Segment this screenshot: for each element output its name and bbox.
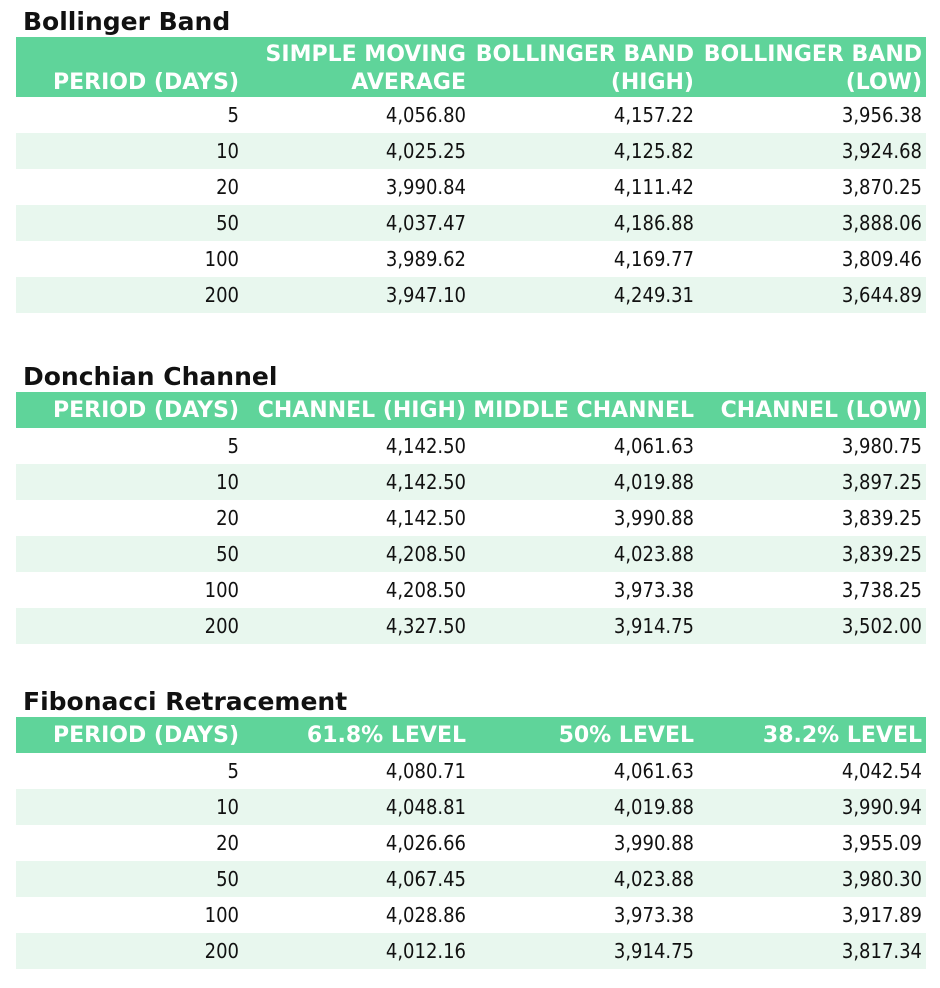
table-row — [16, 861, 926, 897]
value-cell: 3,914.75 — [470, 933, 698, 969]
value-cell: 3,980.30 — [698, 861, 926, 897]
value-cell: 4,056.80 — [243, 97, 470, 133]
table-row — [16, 205, 926, 241]
period-cell: 200 — [16, 933, 243, 969]
fibonacci-table — [16, 717, 926, 969]
value-cell: 4,111.42 — [470, 169, 698, 205]
period-cell: 5 — [16, 428, 243, 464]
value-cell: 4,080.71 — [243, 753, 470, 789]
value-cell: 4,169.77 — [470, 241, 698, 277]
donchian-title: Donchian Channel — [23, 362, 278, 391]
fibonacci-header — [16, 717, 926, 753]
value-cell: 3,644.89 — [698, 277, 926, 313]
table-row — [16, 572, 926, 608]
bollinger-section — [16, 7, 926, 313]
period-cell: 50 — [16, 205, 243, 241]
value-cell: 4,019.88 — [470, 789, 698, 825]
value-cell: 4,012.16 — [243, 933, 470, 969]
period-cell: 200 — [16, 608, 243, 644]
table-row — [16, 536, 926, 572]
value-cell: 3,924.68 — [698, 133, 926, 169]
donchian-section — [16, 362, 926, 644]
header-channel-low: CHANNEL (LOW) — [698, 392, 926, 428]
value-cell: 4,048.81 — [243, 789, 470, 825]
value-cell: 3,817.34 — [698, 933, 926, 969]
table-row — [16, 753, 926, 789]
period-cell: 20 — [16, 169, 243, 205]
donchian-body — [16, 428, 926, 644]
header-middle-channel: MIDDLE CHANNEL — [470, 392, 698, 428]
value-cell: 3,914.75 — [470, 608, 698, 644]
value-cell: 3,738.25 — [698, 572, 926, 608]
value-cell: 3,980.75 — [698, 428, 926, 464]
header-band-low: BOLLINGER BAND (LOW) — [698, 37, 926, 97]
period-cell: 100 — [16, 241, 243, 277]
table-row — [16, 897, 926, 933]
header-sma: SIMPLE MOVING AVERAGE — [243, 37, 470, 97]
value-cell: 4,025.25 — [243, 133, 470, 169]
header-level-50: 50% LEVEL — [470, 717, 698, 753]
table-row — [16, 608, 926, 644]
value-cell: 3,809.46 — [698, 241, 926, 277]
table-row — [16, 825, 926, 861]
value-cell: 4,023.88 — [470, 536, 698, 572]
period-cell: 50 — [16, 536, 243, 572]
value-cell: 4,061.63 — [470, 753, 698, 789]
value-cell: 4,037.47 — [243, 205, 470, 241]
value-cell: 4,061.63 — [470, 428, 698, 464]
period-cell: 10 — [16, 133, 243, 169]
table-row — [16, 133, 926, 169]
table-row — [16, 241, 926, 277]
table-row — [16, 169, 926, 205]
value-cell: 4,028.86 — [243, 897, 470, 933]
header-level-382: 38.2% LEVEL — [698, 717, 926, 753]
value-cell: 4,142.50 — [243, 500, 470, 536]
table-row — [16, 933, 926, 969]
bollinger-header — [16, 37, 926, 97]
table-row — [16, 500, 926, 536]
value-cell: 3,990.88 — [470, 500, 698, 536]
bollinger-table — [16, 37, 926, 313]
period-cell: 200 — [16, 277, 243, 313]
header-level-618: 61.8% LEVEL — [243, 717, 470, 753]
value-cell: 3,956.38 — [698, 97, 926, 133]
value-cell: 3,947.10 — [243, 277, 470, 313]
period-cell: 100 — [16, 897, 243, 933]
value-cell: 3,839.25 — [698, 536, 926, 572]
period-cell: 20 — [16, 500, 243, 536]
period-cell: 5 — [16, 753, 243, 789]
header-period: PERIOD (DAYS) — [16, 392, 243, 428]
value-cell: 4,142.50 — [243, 464, 470, 500]
value-cell: 4,026.66 — [243, 825, 470, 861]
value-cell: 4,125.82 — [470, 133, 698, 169]
table-row — [16, 428, 926, 464]
value-cell: 4,186.88 — [470, 205, 698, 241]
value-cell: 3,990.88 — [470, 825, 698, 861]
period-cell: 20 — [16, 825, 243, 861]
value-cell: 4,208.50 — [243, 572, 470, 608]
period-cell: 10 — [16, 464, 243, 500]
value-cell: 4,067.45 — [243, 861, 470, 897]
table-row — [16, 277, 926, 313]
value-cell: 4,142.50 — [243, 428, 470, 464]
value-cell: 3,870.25 — [698, 169, 926, 205]
value-cell: 3,990.84 — [243, 169, 470, 205]
table-row — [16, 789, 926, 825]
value-cell: 3,917.89 — [698, 897, 926, 933]
fibonacci-title: Fibonacci Retracement — [23, 687, 348, 716]
value-cell: 4,208.50 — [243, 536, 470, 572]
value-cell: 3,989.62 — [243, 241, 470, 277]
value-cell: 3,973.38 — [470, 572, 698, 608]
period-cell: 10 — [16, 789, 243, 825]
value-cell: 3,502.00 — [698, 608, 926, 644]
table-row — [16, 97, 926, 133]
value-cell: 3,839.25 — [698, 500, 926, 536]
value-cell: 3,888.06 — [698, 205, 926, 241]
header-period: PERIOD (DAYS) — [16, 37, 243, 97]
header-band-high: BOLLINGER BAND (HIGH) — [470, 37, 698, 97]
value-cell: 3,955.09 — [698, 825, 926, 861]
period-cell: 5 — [16, 97, 243, 133]
table-row — [16, 464, 926, 500]
fibonacci-body — [16, 753, 926, 969]
donchian-header — [16, 392, 926, 428]
value-cell: 4,249.31 — [470, 277, 698, 313]
period-cell: 100 — [16, 572, 243, 608]
value-cell: 3,990.94 — [698, 789, 926, 825]
donchian-table — [16, 392, 926, 644]
header-channel-high: CHANNEL (HIGH) — [243, 392, 470, 428]
header-period: PERIOD (DAYS) — [16, 717, 243, 753]
value-cell: 4,019.88 — [470, 464, 698, 500]
value-cell: 3,973.38 — [470, 897, 698, 933]
value-cell: 4,327.50 — [243, 608, 470, 644]
period-cell: 50 — [16, 861, 243, 897]
value-cell: 4,042.54 — [698, 753, 926, 789]
bollinger-title: Bollinger Band — [23, 7, 231, 36]
bollinger-body — [16, 97, 926, 313]
value-cell: 4,157.22 — [470, 97, 698, 133]
fibonacci-section — [16, 687, 926, 969]
value-cell: 4,023.88 — [470, 861, 698, 897]
value-cell: 3,897.25 — [698, 464, 926, 500]
